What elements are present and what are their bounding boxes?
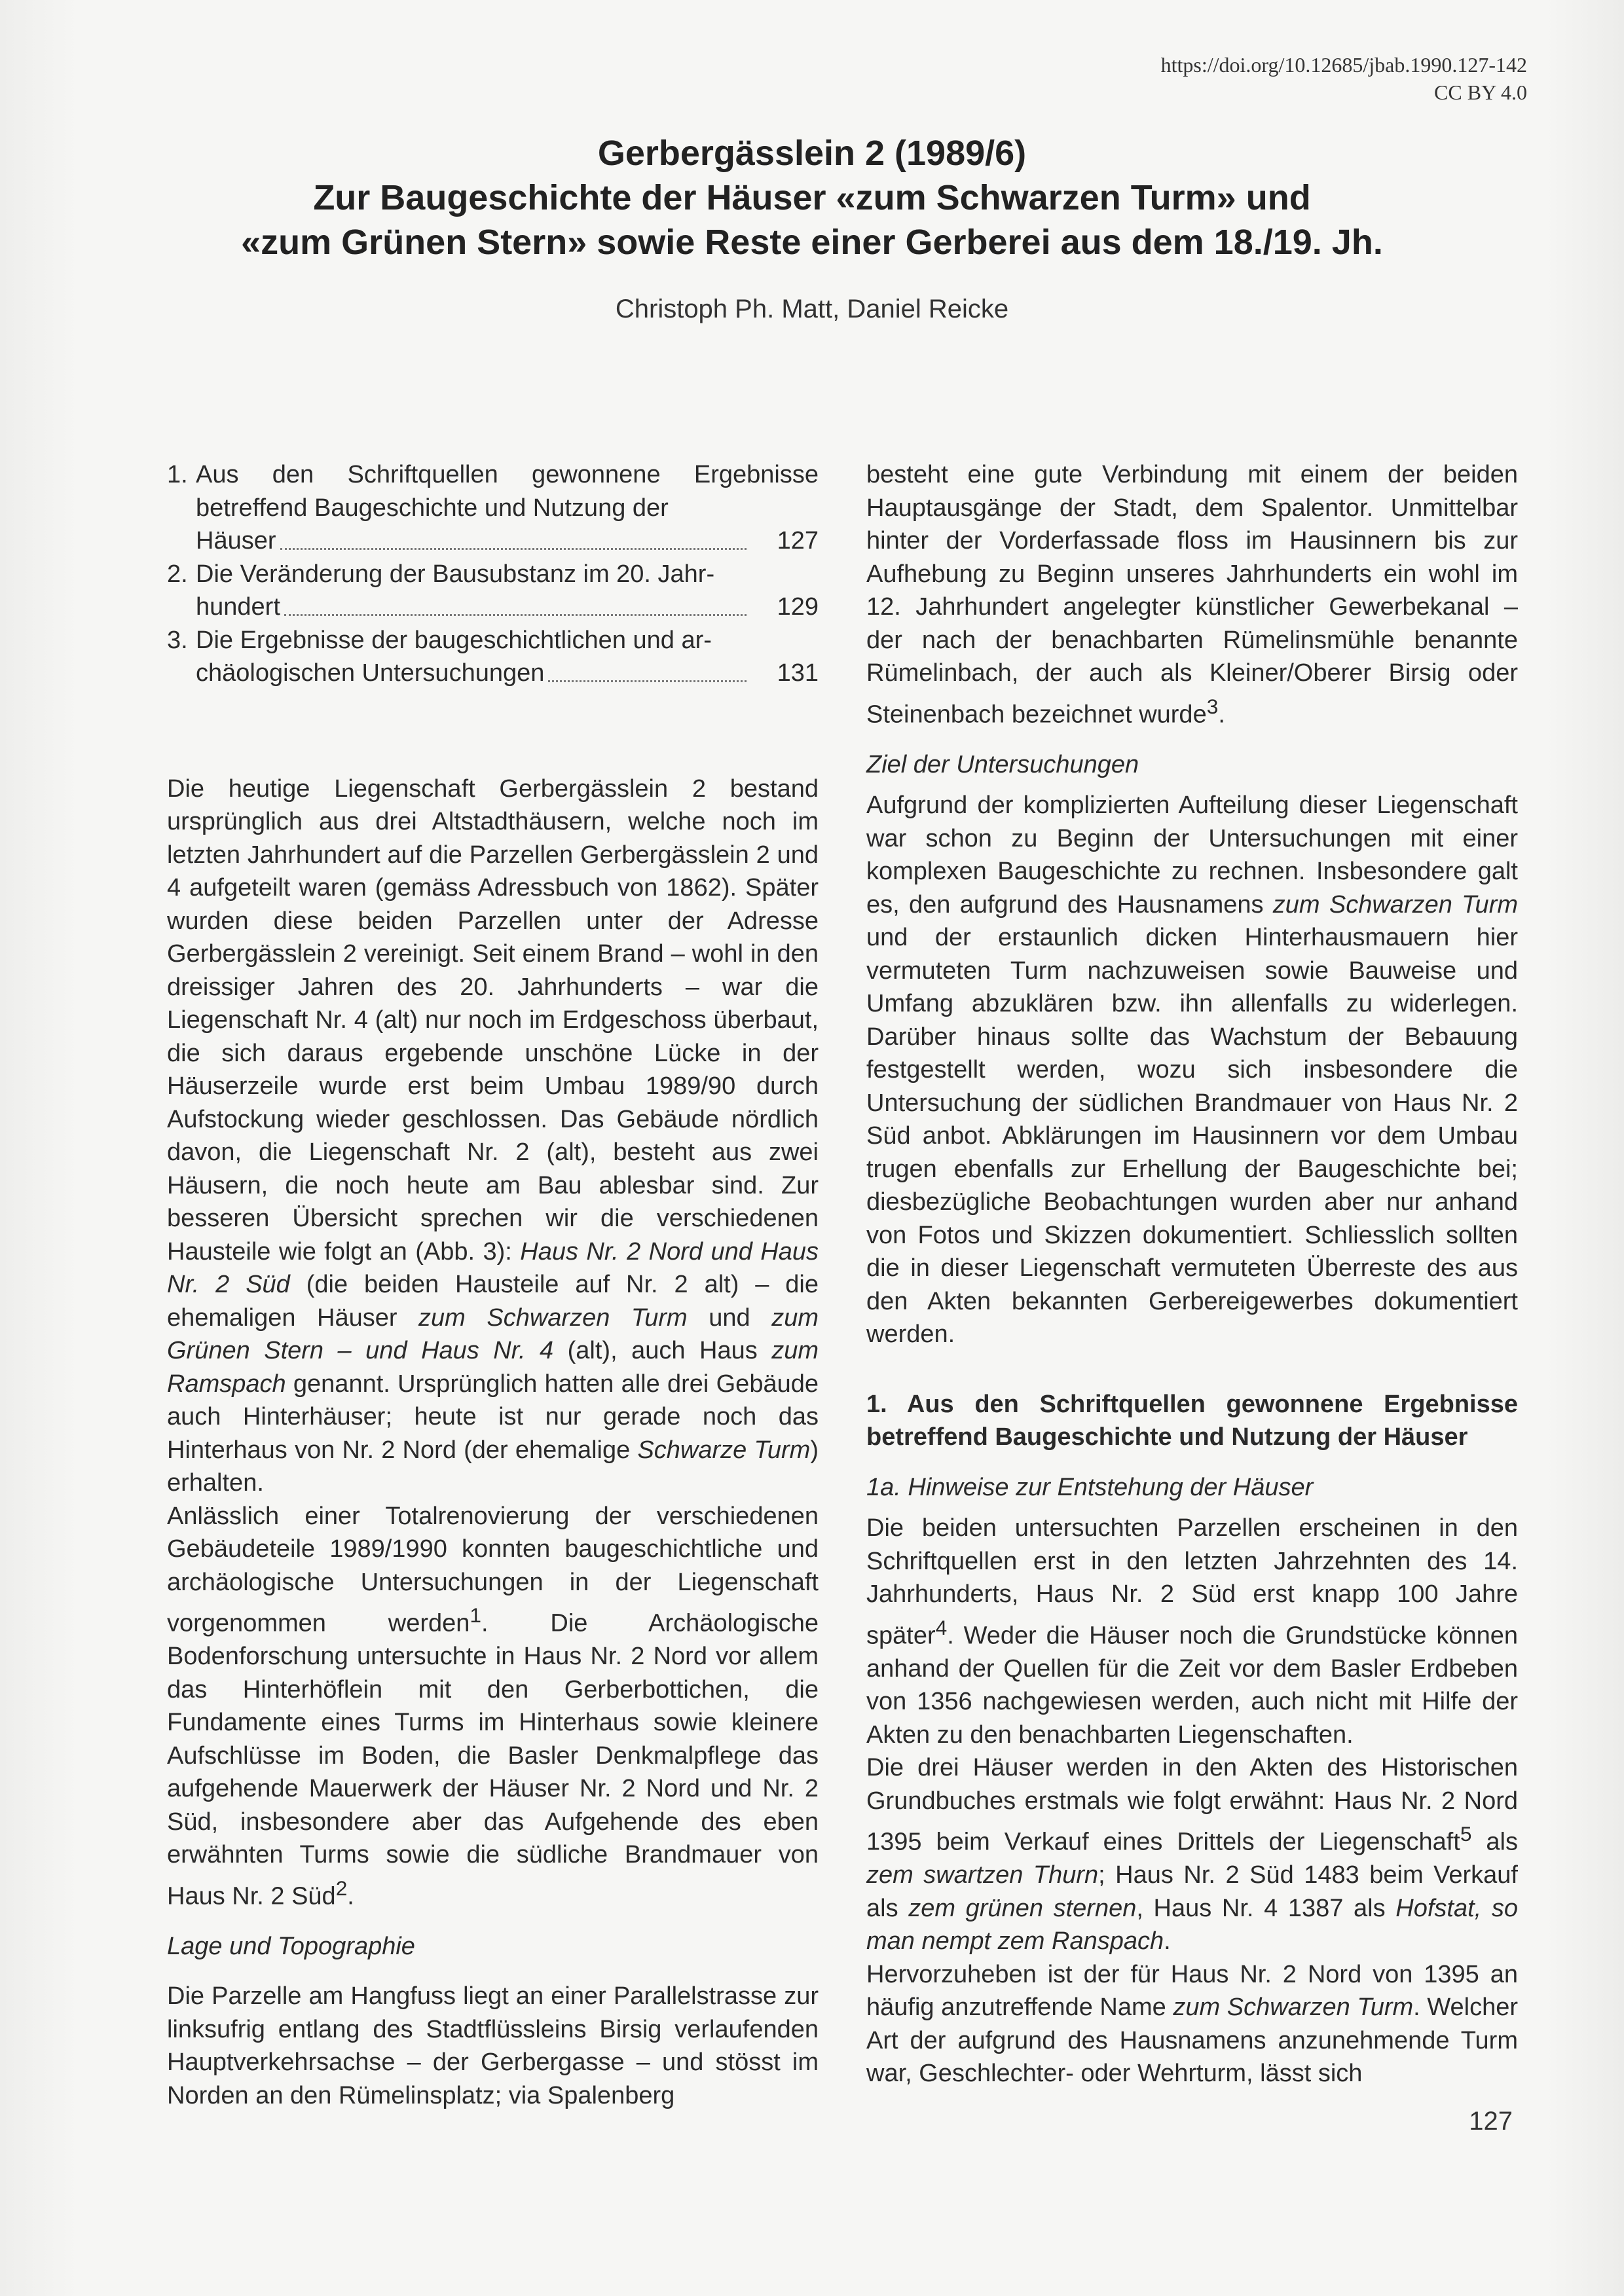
toc-heading-end: chäologischen Untersuchungen — [196, 659, 545, 687]
body-paragraph: Die Parzelle am Hangfuss liegt an einer Parallelstrasse zur linksufrig entlang des Stadtflüssleins Birsig verlaufenden Hauptverkehrsachse – der Gerbergasse – und stösst im Norden an den Rümelinsplatz; via Spalenberg — [167, 1982, 819, 2109]
doi-link[interactable]: https://doi.org/10.12685/jbab.1990.127-142 — [1160, 53, 1527, 77]
body-paragraph: besteht eine gute Verbindung mit einem der beiden Hauptausgänge der Stadt, dem Spalentor. Unmittelbar hinter der Vorderfassade floss im Hausinnern bis zur Aufhebung zu Beginn unseres Jahrhunderts ein wohl im 12. Jahrhundert angelegter künstlicher Gewerbekanal – der nach der benachbarten Rümelinsmühle benannte Rümelinbach, der auch als Kleiner/Oberer Birsig oder Steinenbach bezeichnet wurde$^3$. — [866, 461, 1518, 729]
footnote-ref[interactable]: 3 — [1206, 694, 1219, 718]
body-paragraph: Die heutige Liegenschaft Gerbergässlein 2 bestand ursprünglich aus drei Altstadthäusern, welche noch im letzten Jahrhundert auf die Parzellen Gerbergässlein 2 und 4 aufgeteilt waren (gemäss Adressbuch von 1862). Später wurden diese beiden Parzellen unter der Adresse Gerbergässlein 2 vereinigt. Seit einem Brand – wohl in den dreissiger Jahren des 20. Jahrhunderts – war die Liegenschaft Nr. 4 (alt) nur noch im Erdgeschoss überbaut, die sich daraus ergebende unschöne Lücke in der Häuserzeile wurde erst beim Umbau 1989/90 durch Aufstockung wieder geschlossen. Das Gebäude nördlich davon, die Liegenschaft Nr. 2 (alt), besteht aus zwei Häusern, die noch heute am Bau ablesbar sind. Zur besseren Übersicht sprechen wir die verschiedenen Hausteile wie folgt an (Abb. 3): Haus Nr. 2 Nord und Haus Nr. 2 Süd (die beiden Hausteile auf Nr. 2 alt) – die ehemaligen Häuser zum Schwarzen Turm und zum Grünen Stern – und Haus Nr. 4 (alt), auch Haus zum Ramspach genannt. Ursprünglich hatten alle drei Gebäude auch Hinterhäuser; heute ist nur gerade noch das Hinterhaus von Nr. 2 Nord (der ehemalige Schwarze Turm) erhalten. — [167, 774, 819, 1497]
body-paragraph: Anlässlich einer Totalrenovierung der verschiedenen Gebäudeteile 1989/1990 konnten baugeschichtliche und archäologische Untersuchungen in der Liegenschaft vorgenommen werden$^1$. Die Archäologische Bodenforschung untersuchte in Haus Nr. 2 Nord vor allem das Hinterhöflein mit den Gerberbottichen, die Fundamente eines Turms im Hinterhaus sowie kleinere Aufschlüsse im Boden, die Basler Denkmalpflege das aufgehende Mauerwerk der Häuser Nr. 2 Nord und Nr. 2 Süd, insbesondere aber das Aufgehende des eben erwähnten Turms sowie die südliche Brandmauer von Haus Nr. 2 Süd$^2$. — [167, 1502, 819, 1910]
toc-heading-end: Häuser — [196, 527, 276, 555]
toc-heading: Die Ergebnisse der baugeschichtlichen und ar- — [196, 626, 712, 654]
subheading: 1a. Hinweise zur Entstehung der Häuser — [866, 1473, 1314, 1501]
toc-page: 129 — [777, 593, 819, 621]
license-label: CC BY 4.0 — [1434, 81, 1527, 104]
toc-leader — [280, 548, 747, 550]
body-paragraph: Die beiden untersuchten Parzellen erscheinen in den Schriftquellen erst in den letzten Jahrzehnten des 14. Jahrhunderts, Haus Nr. 2 Süd erst knapp 100 Jahre später$^4$. Weder die Häuser noch die Grundstücke können anhand der Quellen für die Zeit vor dem Basler Erdbeben von 1356 nachgewiesen werden, auch nicht mit Hilfe der Akten zu den benachbarten Liegenschaften. — [866, 1514, 1518, 1749]
subheading: Ziel der Untersuchungen — [866, 750, 1139, 778]
title-line-3: «zum Grünen Stern» sowie Reste einer Gerberei aus dem 18./19. Jh. — [241, 223, 1383, 262]
left-column — [167, 458, 819, 2112]
right-column — [866, 458, 1518, 2090]
toc-entry — [167, 624, 819, 690]
toc-heading: Die Veränderung der Bausubstanz im 20. Jahr- — [196, 560, 715, 588]
section-heading: 1. Aus den Schriftquellen gewonnene Ergebnisse betreffend Baugeschichte und Nutzung der Häuser — [866, 1390, 1518, 1451]
toc-heading: Aus den Schriftquellen gewonnene Ergebnisse betreffend Baugeschichte und Nutzung der — [196, 461, 819, 522]
toc-leader — [284, 614, 747, 616]
footnote-ref[interactable]: 5 — [1460, 1822, 1472, 1846]
doi-header — [1161, 51, 1527, 106]
toc-entry — [167, 458, 819, 558]
body-paragraph: Aufgrund der komplizierten Aufteilung dieser Liegenschaft war schon zu Beginn der Untersuchungen mit einer komplexen Baugeschichte zu rechnen. Insbesondere galt es, den aufgrund des Hausnamens zum Schwarzen Turm und der erstaunlich dicken Hinterhausmauern hier vermuteten Turm nachzuweisen sowie Bauweise und Umfang abzuklären bzw. ihn allenfalls zu widerlegen. Darüber hinaus sollte das Wachstum der Bebauung festgestellt werden, wozu sich insbesondere die Untersuchung der südlichen Brandmauer von Haus Nr. 2 Süd anbot. Abklärungen im Hausinnern vor dem Umbau trugen ebenfalls zur Erhellung der Baugeschichte bei; diesbezügliche Beobachtungen wurden aber nur anhand von Fotos und Skizzen dokumentiert. Schliesslich sollten die in dieser Liegenschaft vermuteten Überreste des aus den Akten bekannten Gerbereigewerbes dokumentiert werden. — [866, 792, 1519, 1349]
table-of-contents — [167, 458, 819, 690]
toc-number: 3. — [167, 626, 188, 654]
toc-number: 1. — [167, 461, 188, 488]
article-title — [0, 131, 1624, 264]
toc-page: 131 — [777, 659, 819, 687]
toc-number: 2. — [167, 560, 188, 588]
title-line-2: Zur Baugeschichte der Häuser «zum Schwarzen Turm» und — [313, 178, 1311, 217]
body-paragraph: Hervorzuheben ist der für Haus Nr. 2 Nord von 1395 an häufig anzutreffende Name zum Schwarzen Turm. Welcher Art der aufgrund des Hausnamens anzunehmende Turm war, Geschlechter- oder Wehrturm, lässt sich — [866, 1960, 1518, 2088]
footnote-ref[interactable]: 4 — [935, 1615, 948, 1639]
title-line-1: Gerbergässlein 2 (1989/6) — [597, 134, 1027, 173]
toc-heading-end: hundert — [196, 593, 280, 621]
toc-entry — [167, 558, 819, 624]
page-number: 127 — [1469, 2107, 1513, 2136]
footnote-ref[interactable]: 2 — [335, 1876, 348, 1900]
authors: Christoph Ph. Matt, Daniel Reicke — [615, 295, 1009, 323]
body-paragraph: Die drei Häuser werden in den Akten des Historischen Grundbuches erstmals wie folgt erwähnt: Haus Nr. 2 Nord 1395 beim Verkauf eines Drittels der Liegenschaft$^5$ als zem swartzen Thurn; Haus Nr. 2 Süd 1483 beim Verkauf als zem grünen sternen, Haus Nr. 4 1387 als Hofstat, so man nempt zem Ranspach. — [866, 1754, 1518, 1956]
toc-page: 127 — [777, 527, 819, 555]
toc-leader — [548, 680, 747, 682]
footnote-ref[interactable]: 1 — [470, 1603, 481, 1627]
subheading: Lage und Topographie — [167, 1932, 415, 1960]
